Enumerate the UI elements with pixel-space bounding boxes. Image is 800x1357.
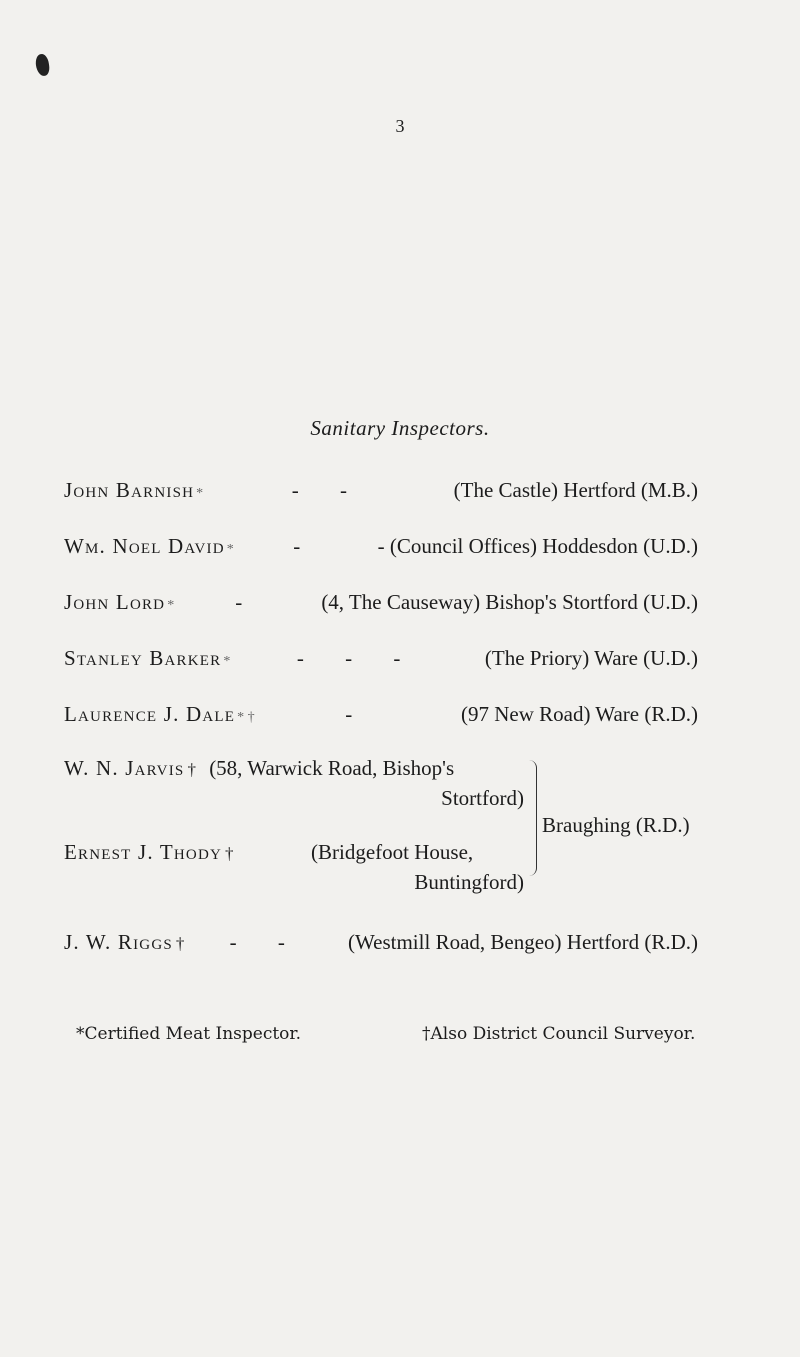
inspector-address-line-1: (Bridgefoot House, — [311, 840, 474, 864]
inspector-name: W. N. Jarvis — [64, 756, 185, 780]
ink-blot — [35, 53, 51, 77]
inspector-row-lord — [64, 590, 698, 620]
inspector-row-barnish — [64, 478, 698, 508]
inspector-row-dale — [64, 702, 698, 732]
inspector-marks: * † — [237, 710, 255, 725]
inspector-address: (The Priory) Ware (U.D.) — [484, 646, 698, 670]
inspector-row-riggs — [64, 930, 698, 960]
inspector-name: Ernest J. Thody — [64, 840, 223, 864]
inspector-marks: † — [175, 934, 185, 953]
leader-dashes: - — [235, 590, 261, 614]
inspector-name: John Lord — [64, 590, 166, 614]
inspector-address-line-2: Buntingford) — [414, 870, 524, 894]
inspector-name: Laurence J. Dale — [64, 702, 236, 726]
inspector-marks: * — [196, 486, 204, 501]
inspector-row-thody — [64, 840, 234, 865]
grouping-brace — [526, 760, 537, 876]
leader-dashes: - - — [291, 478, 366, 502]
section-heading: Sanitary Inspectors. — [310, 416, 490, 440]
page-number: 3 — [395, 116, 405, 136]
inspector-name: John Barnish — [64, 478, 195, 502]
inspector-marks: † — [187, 760, 196, 779]
inspector-marks: * — [226, 542, 234, 557]
leader-dashes: - — [293, 534, 319, 558]
footnote-certified: *Certified Meat Inspector. — [76, 1024, 302, 1044]
footnote-surveyor: †Also District Council Surveyor. — [422, 1024, 696, 1044]
leader-dashes: - - - — [296, 646, 419, 670]
inspector-marks: * — [167, 598, 175, 613]
inspector-name: Stanley Barker — [64, 646, 222, 670]
inspector-row-barker — [64, 646, 698, 676]
inspector-address-line-1: (58, Warwick Road, Bishop's — [209, 756, 455, 780]
leader-dashes: - — [345, 702, 371, 726]
inspector-row-david — [64, 534, 698, 564]
inspector-address: (Westmill Road, Bengeo) Hertford (R.D.) — [348, 930, 698, 954]
inspector-address: (The Castle) Hertford (M.B.) — [453, 478, 698, 502]
inspector-name: Wm. Noel David — [64, 534, 225, 558]
leader-dashes: - - — [229, 930, 303, 954]
inspector-name: J. W. Riggs — [64, 930, 173, 954]
inspector-address: (4, The Causeway) Bishop's Stortford (U.D.) — [321, 590, 698, 614]
inspector-marks: * — [223, 654, 231, 669]
inspector-marks: † — [225, 844, 234, 863]
inspector-row-jarvis — [64, 756, 454, 781]
inspector-address: (97 New Road) Ware (R.D.) — [460, 702, 698, 726]
district-label: Braughing (R.D.) — [542, 813, 690, 837]
inspector-address: - (Council Offices) Hoddesdon (U.D.) — [377, 534, 698, 558]
inspector-address-line-2: Stortford) — [441, 786, 524, 810]
